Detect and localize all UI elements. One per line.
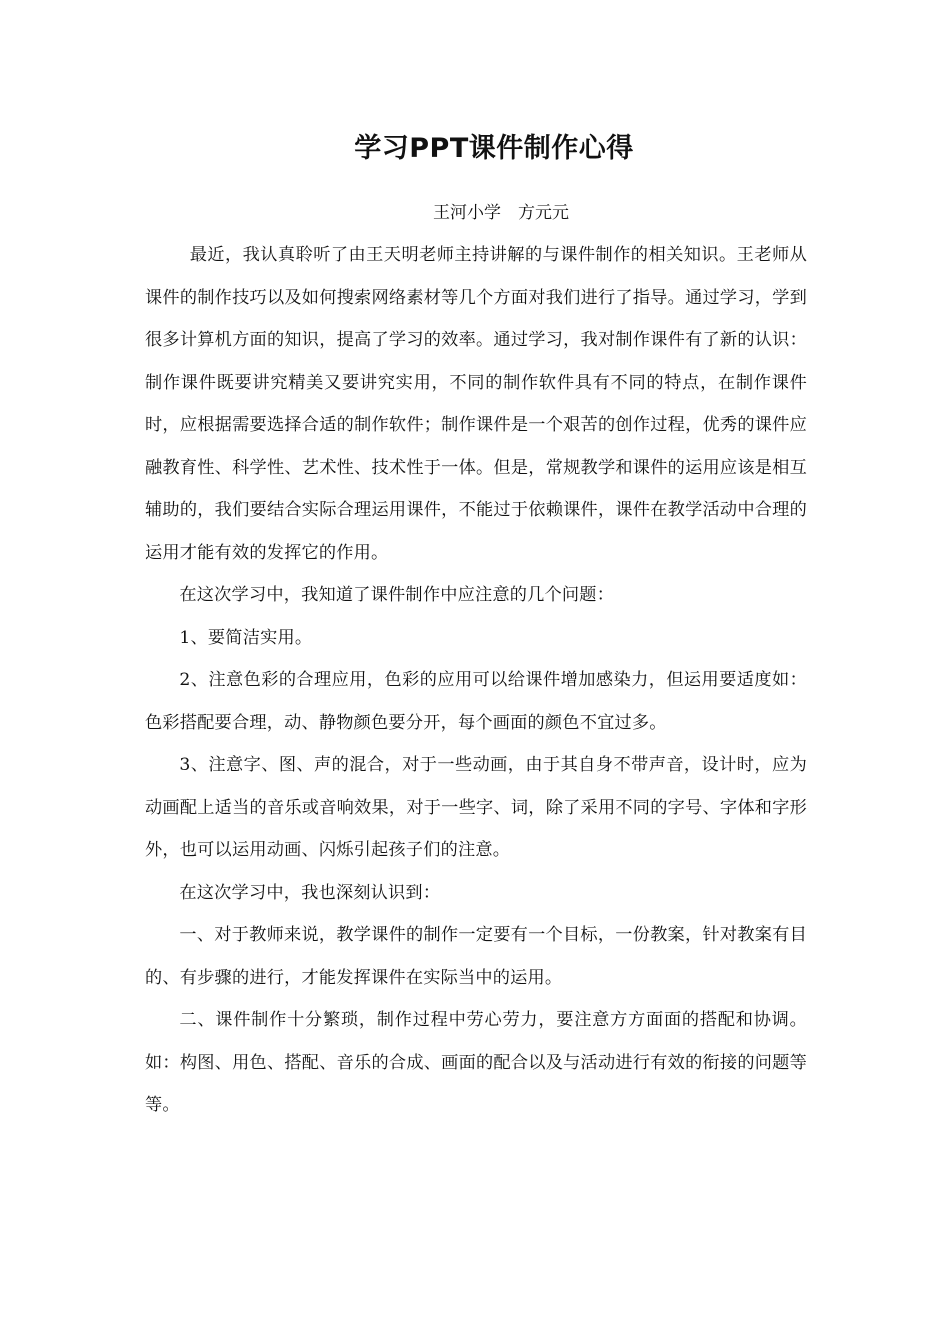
document-body [145, 128, 807, 1127]
paragraph-insight-1: 一、对于教师来说，教学课件的制作一定要有一个目标，一份教案，针对教案有目的、有步骤的进行，才能发挥课件在实际当中的运用。 [145, 925, 807, 988]
paragraph-point-3: 3、注意字、图、声的混合，对于一些动画，由于其自身不带声音，设计时，应为动画配上适当的音乐或音响效果，对于一些字、词，除了采用不同的字号、字体和字形外，也可以运用动画、闪烁引起孩子们的注意。 [145, 755, 807, 860]
document-title: 学习PPT课件制作心得 [354, 133, 634, 164]
paragraph-point-1: 1、要简洁实用。 [179, 627, 313, 648]
author-byline: 王河小学 方元元 [433, 203, 569, 223]
paragraph-intro: 最近，我认真聆听了由王天明老师主持讲解的与课件制作的相关知识。王老师从课件的制作技巧以及如何搜索网络素材等几个方面对我们进行了指导。通过学习，学到很多计算机方面的知识，提高了学习的效率。通过学习，我对制作课件有了新的认识：制作课件既要讲究精美又要讲究实用，不同的制作软件具有不同的特点，在制作课件时，应根据需要选择合适的制作软件；制作课件是一个艰苦的创作过程，优秀的课件应融教育性、科学性、艺术性、技术性于一体。但是，常规教学和课件的运用应该是相互辅助的，我们要结合实际合理运用课件，不能过于依赖课件，课件在教学活动中合理的运用才能有效的发挥它的作用。 [145, 245, 807, 563]
paragraph-issues-intro: 在这次学习中，我知道了课件制作中应注意的几个问题： [179, 585, 615, 605]
paragraph-point-2: 2、注意色彩的合理应用，色彩的应用可以给课件增加感染力，但运用要适度如：色彩搭配要合理，动、静物颜色要分开，每个画面的颜色不宜过多。 [145, 670, 807, 733]
paragraph-insights-intro: 在这次学习中，我也深刻认识到： [179, 882, 441, 903]
paragraph-insight-2: 二、课件制作十分繁琐，制作过程中劳心劳力，要注意方方面面的搭配和协调。如：构图、用色、搭配、音乐的合成、画面的配合以及与活动进行有效的衔接的问题等等。 [145, 1010, 807, 1115]
